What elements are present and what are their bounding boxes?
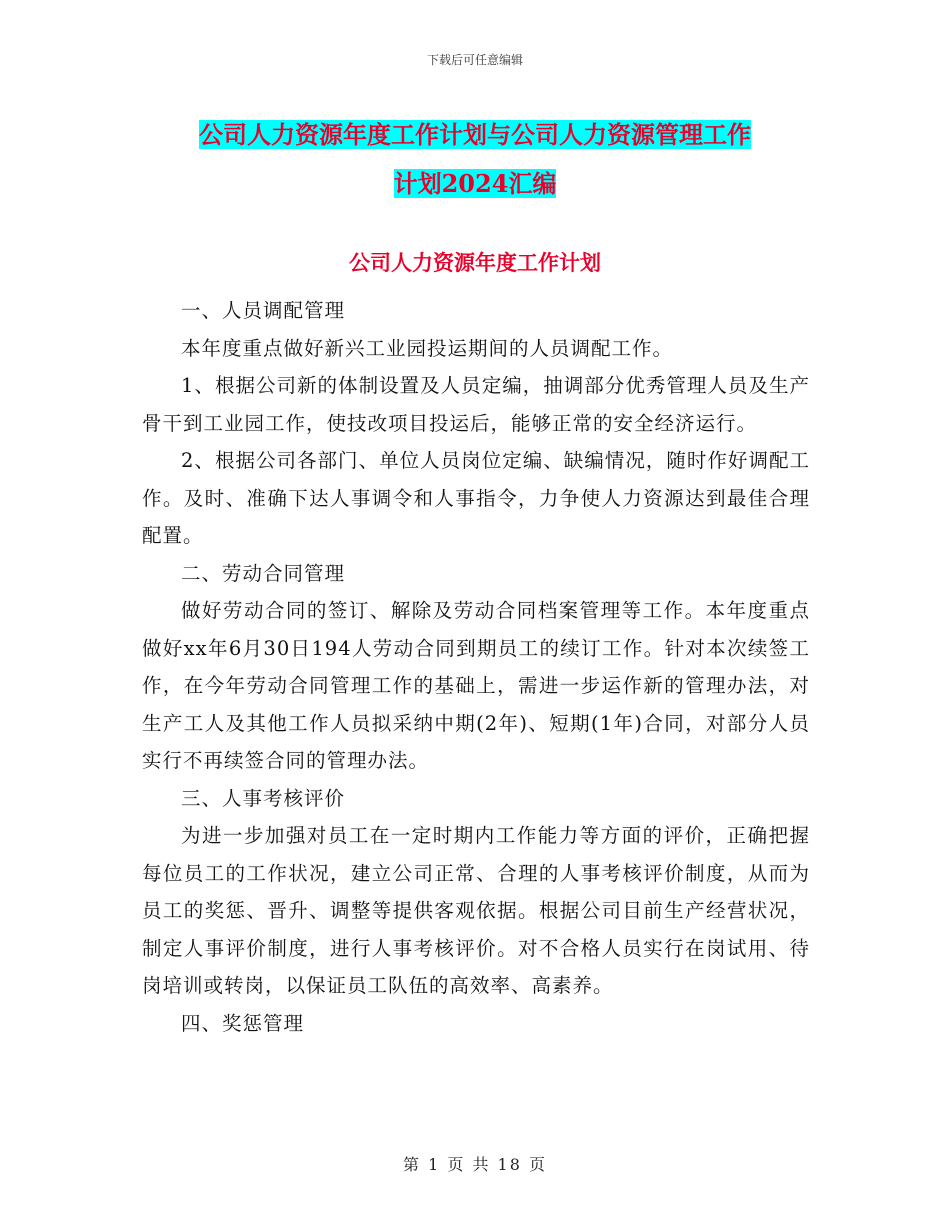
document-title-line-2: 计划2024汇编 — [393, 169, 557, 198]
section-heading-2: 二、劳动合同管理 — [181, 561, 346, 585]
document-body — [142, 292, 810, 1042]
page-number: 第 1 页 共 18 页 — [403, 1155, 547, 1174]
paragraph-1: 本年度重点做好新兴工业园投运期间的人员调配工作。 — [181, 336, 674, 360]
paragraph-4: 做好劳动合同的签订、解除及劳动合同档案管理等工作。本年度重点做好xx年6月30日194人劳动合同到期员工的续订工作。针对本次续签工作，在今年劳动合同管理工作的基础上，需进一步运作新的管理办法，对生产工人及其他工作人员拟采纳中期(2年)、短期(1年)合同，对部分人员实行不再续签合同的管理办法。 — [142, 599, 810, 772]
page-header-note: 下载后可任意编辑 — [426, 53, 523, 67]
document-title-line-1: 公司人力资源年度工作计划与公司人力资源管理工作 — [199, 120, 751, 149]
section-heading-4: 四、奖惩管理 — [181, 1011, 305, 1035]
paragraph-3: 2、根据公司各部门、单位人员岗位定编、缺编情况，随时作好调配工作。及时、准确下达人事调令和人事指令，力争使人力资源达到最佳合理配置。 — [142, 449, 810, 547]
section-heading-1: 一、人员调配管理 — [181, 299, 346, 322]
paragraph-2: 1、根据公司新的体制设置及人员定编，抽调部分优秀管理人员及生产骨干到工业园工作，使技改项目投运后，能够正常的安全经济运行。 — [142, 374, 810, 435]
paragraph-5: 为进一步加强对员工在一定时期内工作能力等方面的评价，正确把握每位员工的工作状况，建立公司正常、合理的人事考核评价制度，从而为员工的奖惩、晋升、调整等提供客观依据。根据公司目前生产经营状况，制定人事评价制度，进行人事考核评价。对不合格人员实行在岗试用、待岗培训或转岗，以保证员工队伍的高效率、高素养。 — [142, 824, 810, 997]
section-title: 公司人力资源年度工作计划 — [349, 250, 601, 275]
section-heading-3: 三、人事考核评价 — [181, 786, 346, 810]
document-title — [140, 110, 810, 208]
